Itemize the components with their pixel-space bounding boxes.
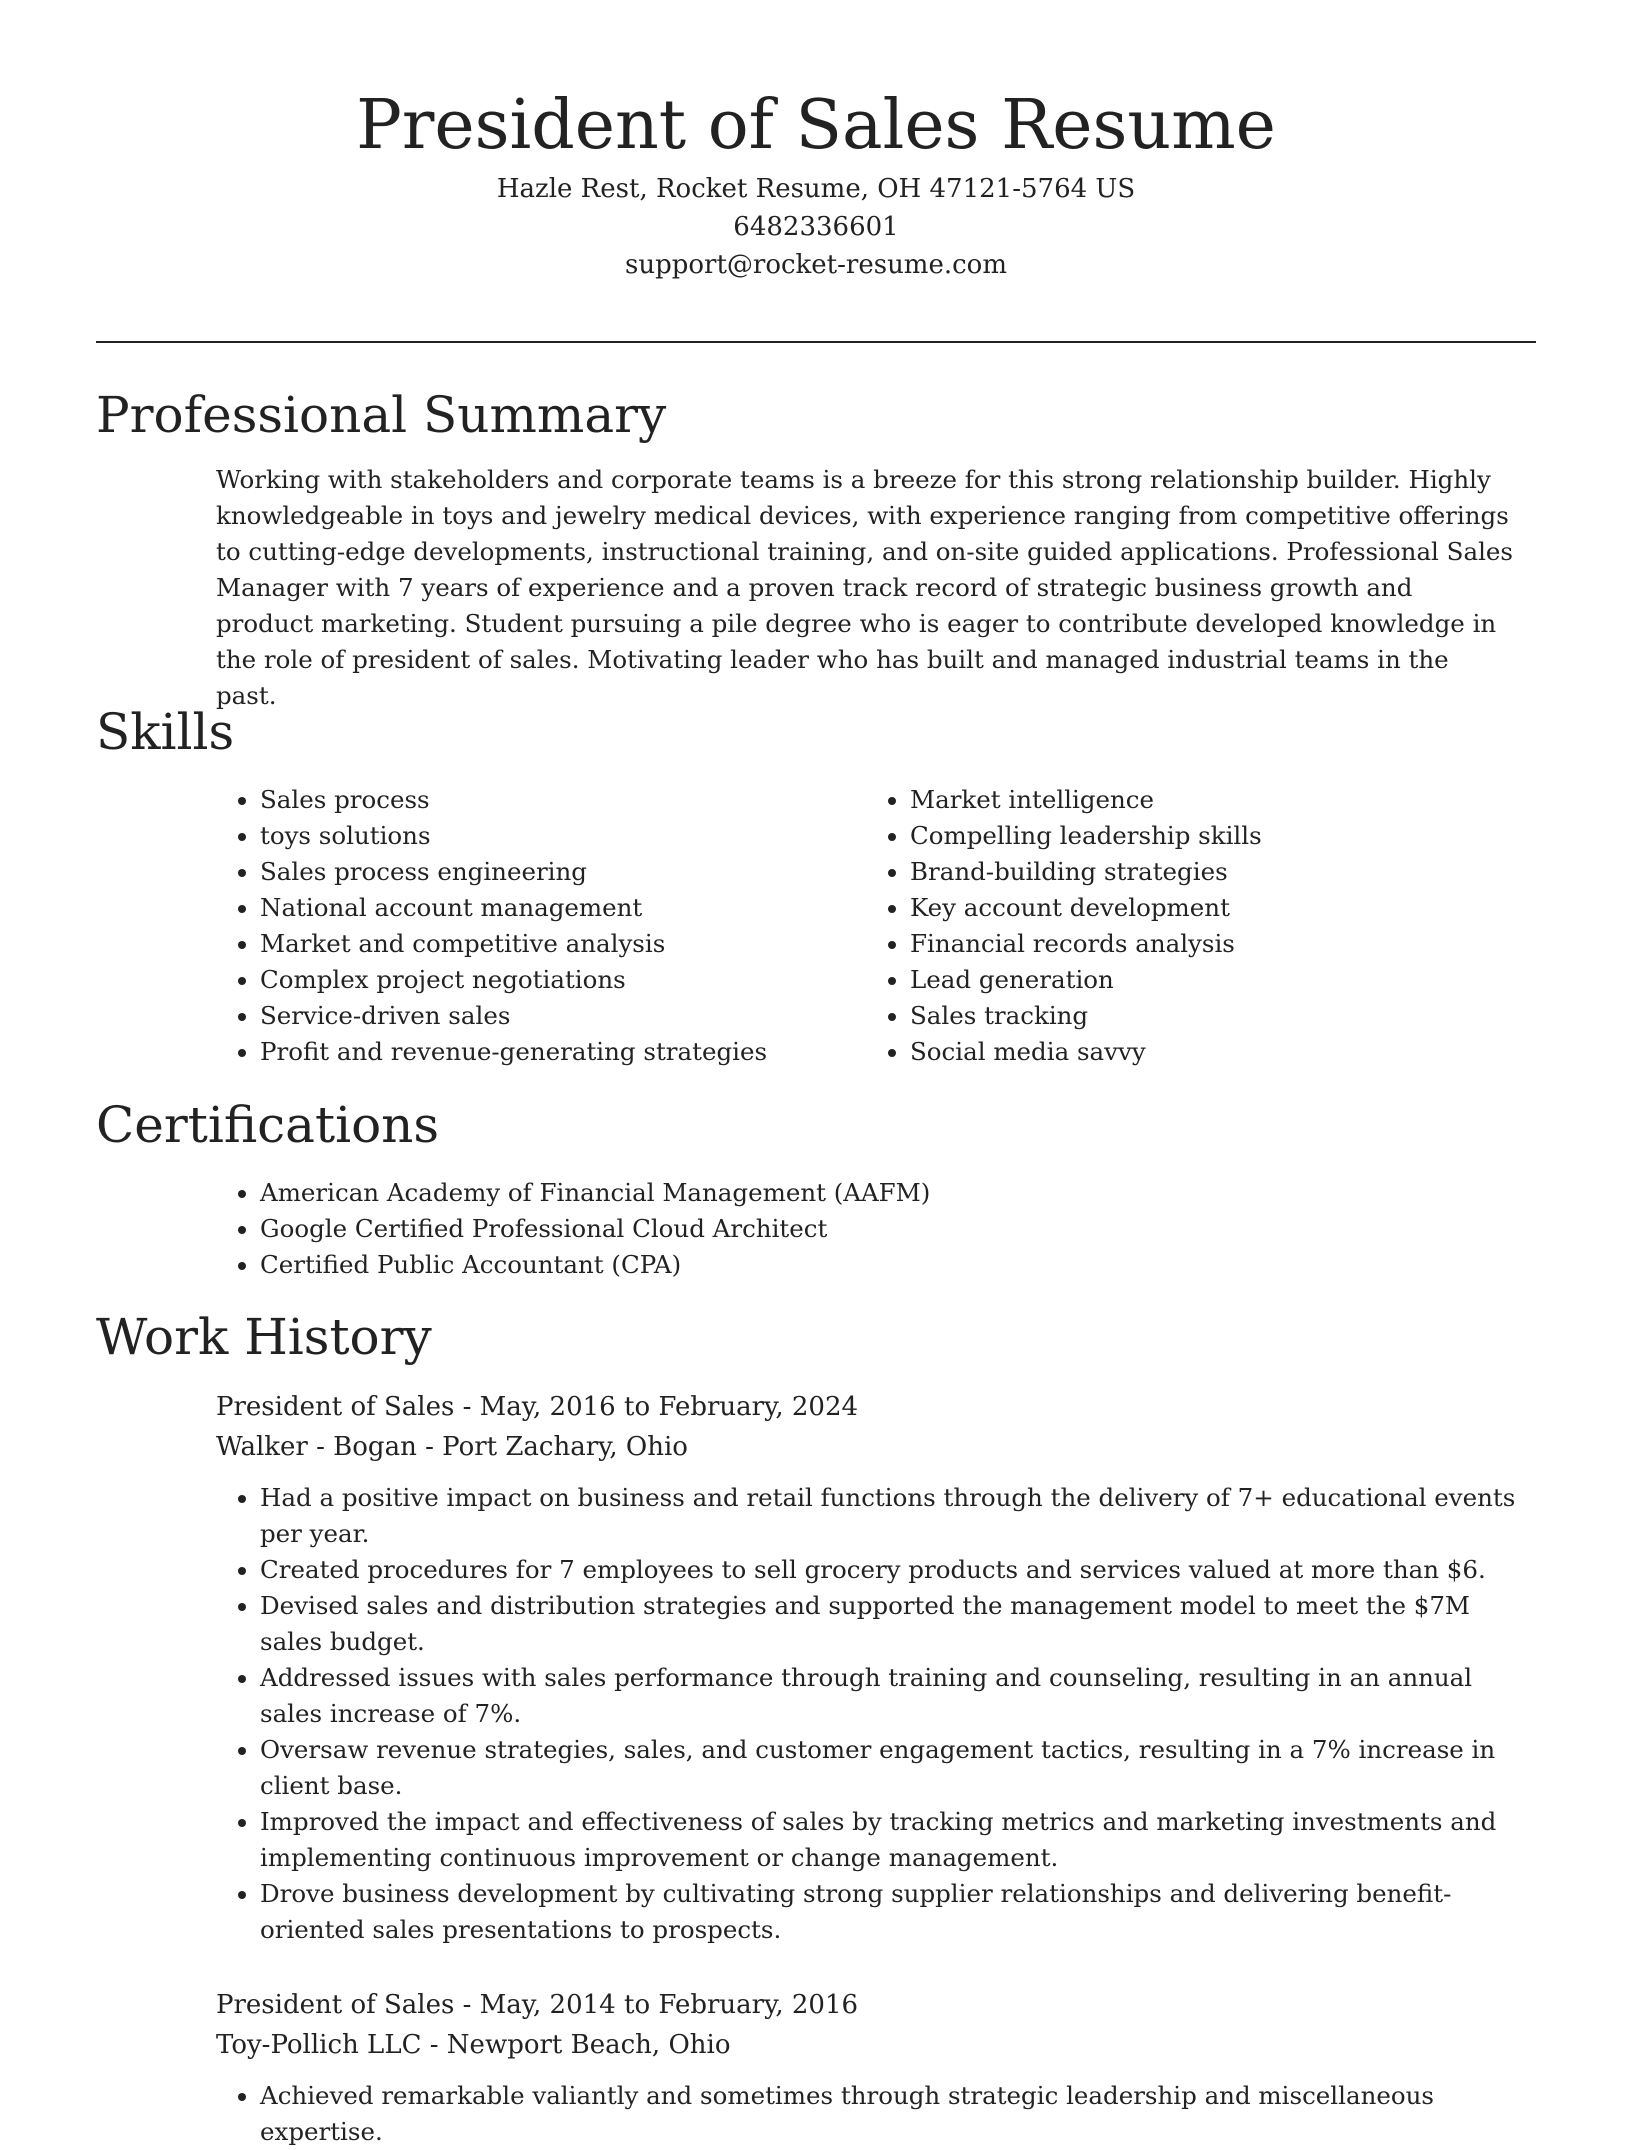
skill-item: • Sales process [260,782,836,818]
skill-item: • Compelling leadership skills [910,818,1486,854]
job-bullet: • Oversaw revenue strategies, sales, and customer engagement tactics, resulting in a 7% increase in client base. [260,1732,1526,1804]
skills-left-column [216,782,836,1070]
skill-item: • Complex project negotiations [260,962,836,998]
job-company-line: Walker - Bogan - Port Zachary, Ohio [216,1432,688,1462]
work-history-heading: Work History [96,1308,432,1366]
address-text: Hazle Rest, Rocket Resume, OH 47121-5764 US [496,174,1136,204]
email-text: support@rocket-resume.com [624,250,1007,280]
job-bullet: • Devised sales and distribution strategies and supported the management model to meet the $7M sales budget. [260,1588,1526,1660]
job-header [216,1985,1516,2065]
certification-item: • Certified Public Accountant (CPA) [260,1247,1516,1283]
skill-item: • Financial records analysis [910,926,1486,962]
contact-info [0,170,1632,284]
job-title-line: President of Sales - May, 2014 to February, 2016 [216,1990,859,2020]
skill-item: • Brand-building strategies [910,854,1486,890]
skill-item: • Sales tracking [910,998,1486,1034]
certifications-heading: Certifications [96,1096,440,1154]
skill-item: • Lead generation [910,962,1486,998]
job-bullet: • Addressed issues with sales performance through training and counseling, resulting in an annual sales increase of 7%. [260,1660,1526,1732]
skill-item: • Key account development [910,890,1486,926]
job-bullets [216,1480,1526,1948]
header-divider [96,341,1536,343]
skill-item: • Profit and revenue-generating strategies [260,1034,836,1070]
skill-item: • toys solutions [260,818,836,854]
skill-item: • Social media savvy [910,1034,1486,1070]
job-bullet: • Improved the impact and effectiveness of sales by tracking metrics and marketing investments and implementing continuous improvement or change management. [260,1804,1526,1876]
skill-item: • Market and competitive analysis [260,926,836,962]
summary-heading: Professional Summary [96,386,667,444]
certification-item: • Google Certified Professional Cloud Architect [260,1211,1516,1247]
skills-right-column [866,782,1486,1070]
job-bullet: • Drove business development by cultivating strong supplier relationships and delivering benefit-oriented sales presentations to prospects. [260,1876,1526,1948]
job-company-line: Toy-Pollich LLC - Newport Beach, Ohio [216,2030,731,2060]
certification-item: • American Academy of Financial Management (AAFM) [260,1175,1516,1211]
resume-header [0,82,1632,284]
certifications-list [216,1175,1516,1283]
job-bullets [216,2078,1526,2150]
job-bullet: • Achieved remarkable valiantly and sometimes through strategic leadership and miscellaneous expertise. [260,2078,1526,2150]
skill-item: • Service-driven sales [260,998,836,1034]
job-header [216,1387,1516,1467]
phone-text: 6482336601 [733,212,899,242]
job-bullet: • Created procedures for 7 employees to sell grocery products and services valued at more than $6. [260,1552,1526,1588]
page-title: President of Sales Resume [356,86,1276,165]
skill-item: • Sales process engineering [260,854,836,890]
skill-item: • Market intelligence [910,782,1486,818]
summary-text: Working with stakeholders and corporate teams is a breeze for this strong relationship builder. Highly knowledgeable in toys and jewelry medical devices, with experience ranging from competitive offerings to cutting-edge developments, instructional training, and on-site guided applications. Professional Sales Manager with 7 years of experience and a proven track record of strategic business growth and product marketing. Student pursuing a pile degree who is eager to contribute developed knowledge in the role of president of sales. Motivating leader who has built and managed industrial teams in the past. [216,465,1513,710]
job-title-line: President of Sales - May, 2016 to February, 2024 [216,1392,859,1422]
skills-heading: Skills [96,703,235,761]
job-bullet: • Had a positive impact on business and retail functions through the delivery of 7+ educational events per year. [260,1480,1526,1552]
skill-item: • National account management [260,890,836,926]
